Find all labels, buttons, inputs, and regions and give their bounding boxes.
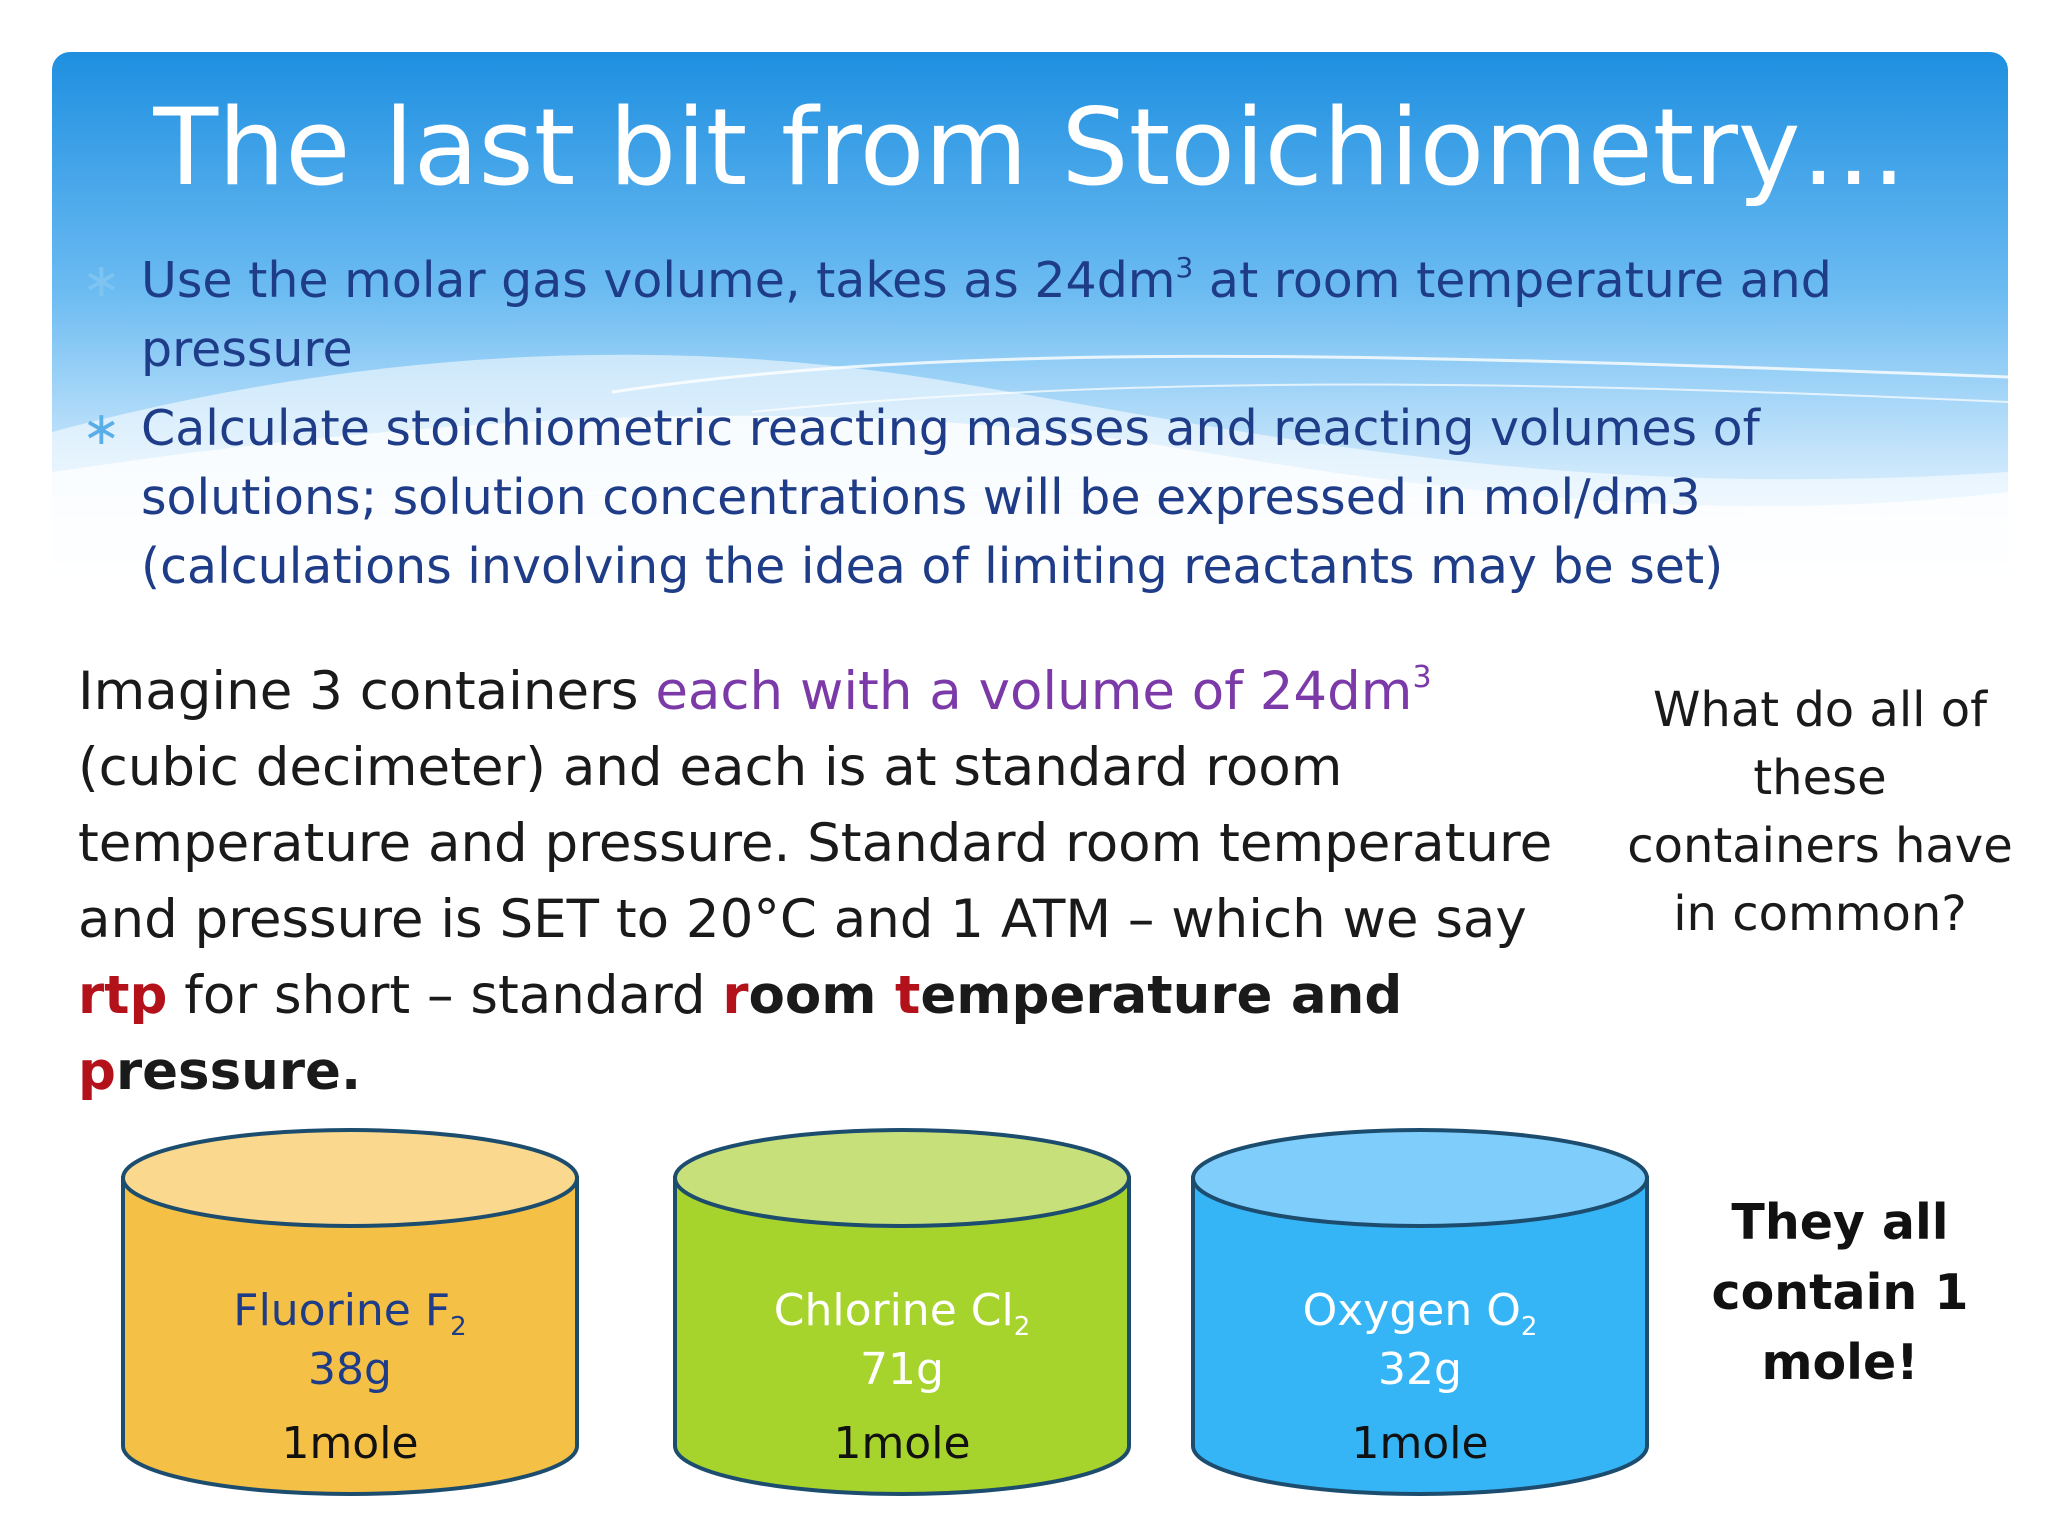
objectives-list (72, 246, 2002, 611)
text-run: Imagine 3 containers (78, 661, 656, 722)
gas-name: Oxygen O (1302, 1285, 1521, 1336)
text-run: ressure. (115, 1041, 362, 1102)
explanation-paragraph (78, 654, 1578, 1110)
text-run: oom (748, 965, 895, 1026)
container-mass: 71g (860, 1344, 944, 1395)
asterisk-bullet-icon: ∗ (82, 401, 121, 455)
oxygen-container (1190, 1128, 1650, 1500)
container-mass: 32g (1378, 1344, 1462, 1395)
subscript: 2 (1013, 1312, 1031, 1342)
container-gas-name (672, 1280, 1132, 1342)
page-title: The last bit from Stoichiometry… (153, 86, 1907, 209)
bullet-text: Calculate stoichiometric reacting masses and reacting volumes of solutions; solution concentrations will be expressed in mol/dm3 (calculations involving the idea of limiting reactants may be set) (141, 400, 1760, 595)
superscript: 3 (1412, 660, 1432, 695)
gas-name: Chlorine Cl (773, 1285, 1014, 1336)
container-moles: 1mole (281, 1418, 419, 1469)
container-moles: 1mole (1351, 1418, 1489, 1469)
container-gas-name (120, 1280, 580, 1342)
gas-name: Fluorine F (233, 1285, 451, 1336)
rtp-highlight: rtp (78, 965, 168, 1026)
bullet-item (72, 246, 2002, 384)
text-run: for short – standard (167, 965, 723, 1026)
volume-highlight: each with a volume of 24dm (655, 661, 1413, 722)
subscript: 2 (450, 1312, 467, 1342)
answer-text: They all contain 1 mole! (1711, 1194, 1969, 1391)
bullet-text-cont: at room temperature and pressure (141, 252, 1832, 378)
container-moles: 1mole (833, 1418, 971, 1469)
question-text: What do all of these containers have in common? (1627, 682, 2013, 942)
asterisk-bullet-icon: ∗ (82, 253, 121, 307)
superscript: 3 (1175, 251, 1194, 284)
initial-letter-p: p (78, 1041, 116, 1102)
chlorine-container (672, 1128, 1132, 1500)
fluorine-container (120, 1128, 580, 1500)
initial-letter-r: r (722, 965, 749, 1026)
text-run: emperature and (920, 965, 1403, 1026)
container-mass: 38g (308, 1344, 392, 1395)
text-run: (cubic decimeter) and each is at standard room temperature and pressure. Standard room temperature and pressure is SET to 20°C and 1 ATM – which we say (78, 737, 1553, 950)
subscript: 2 (1520, 1312, 1538, 1342)
bullet-text: Use the molar gas volume, takes as 24dm (141, 252, 1176, 309)
bullet-item (72, 394, 2002, 601)
container-gas-name (1190, 1280, 1650, 1342)
initial-letter-t: t (894, 965, 921, 1026)
